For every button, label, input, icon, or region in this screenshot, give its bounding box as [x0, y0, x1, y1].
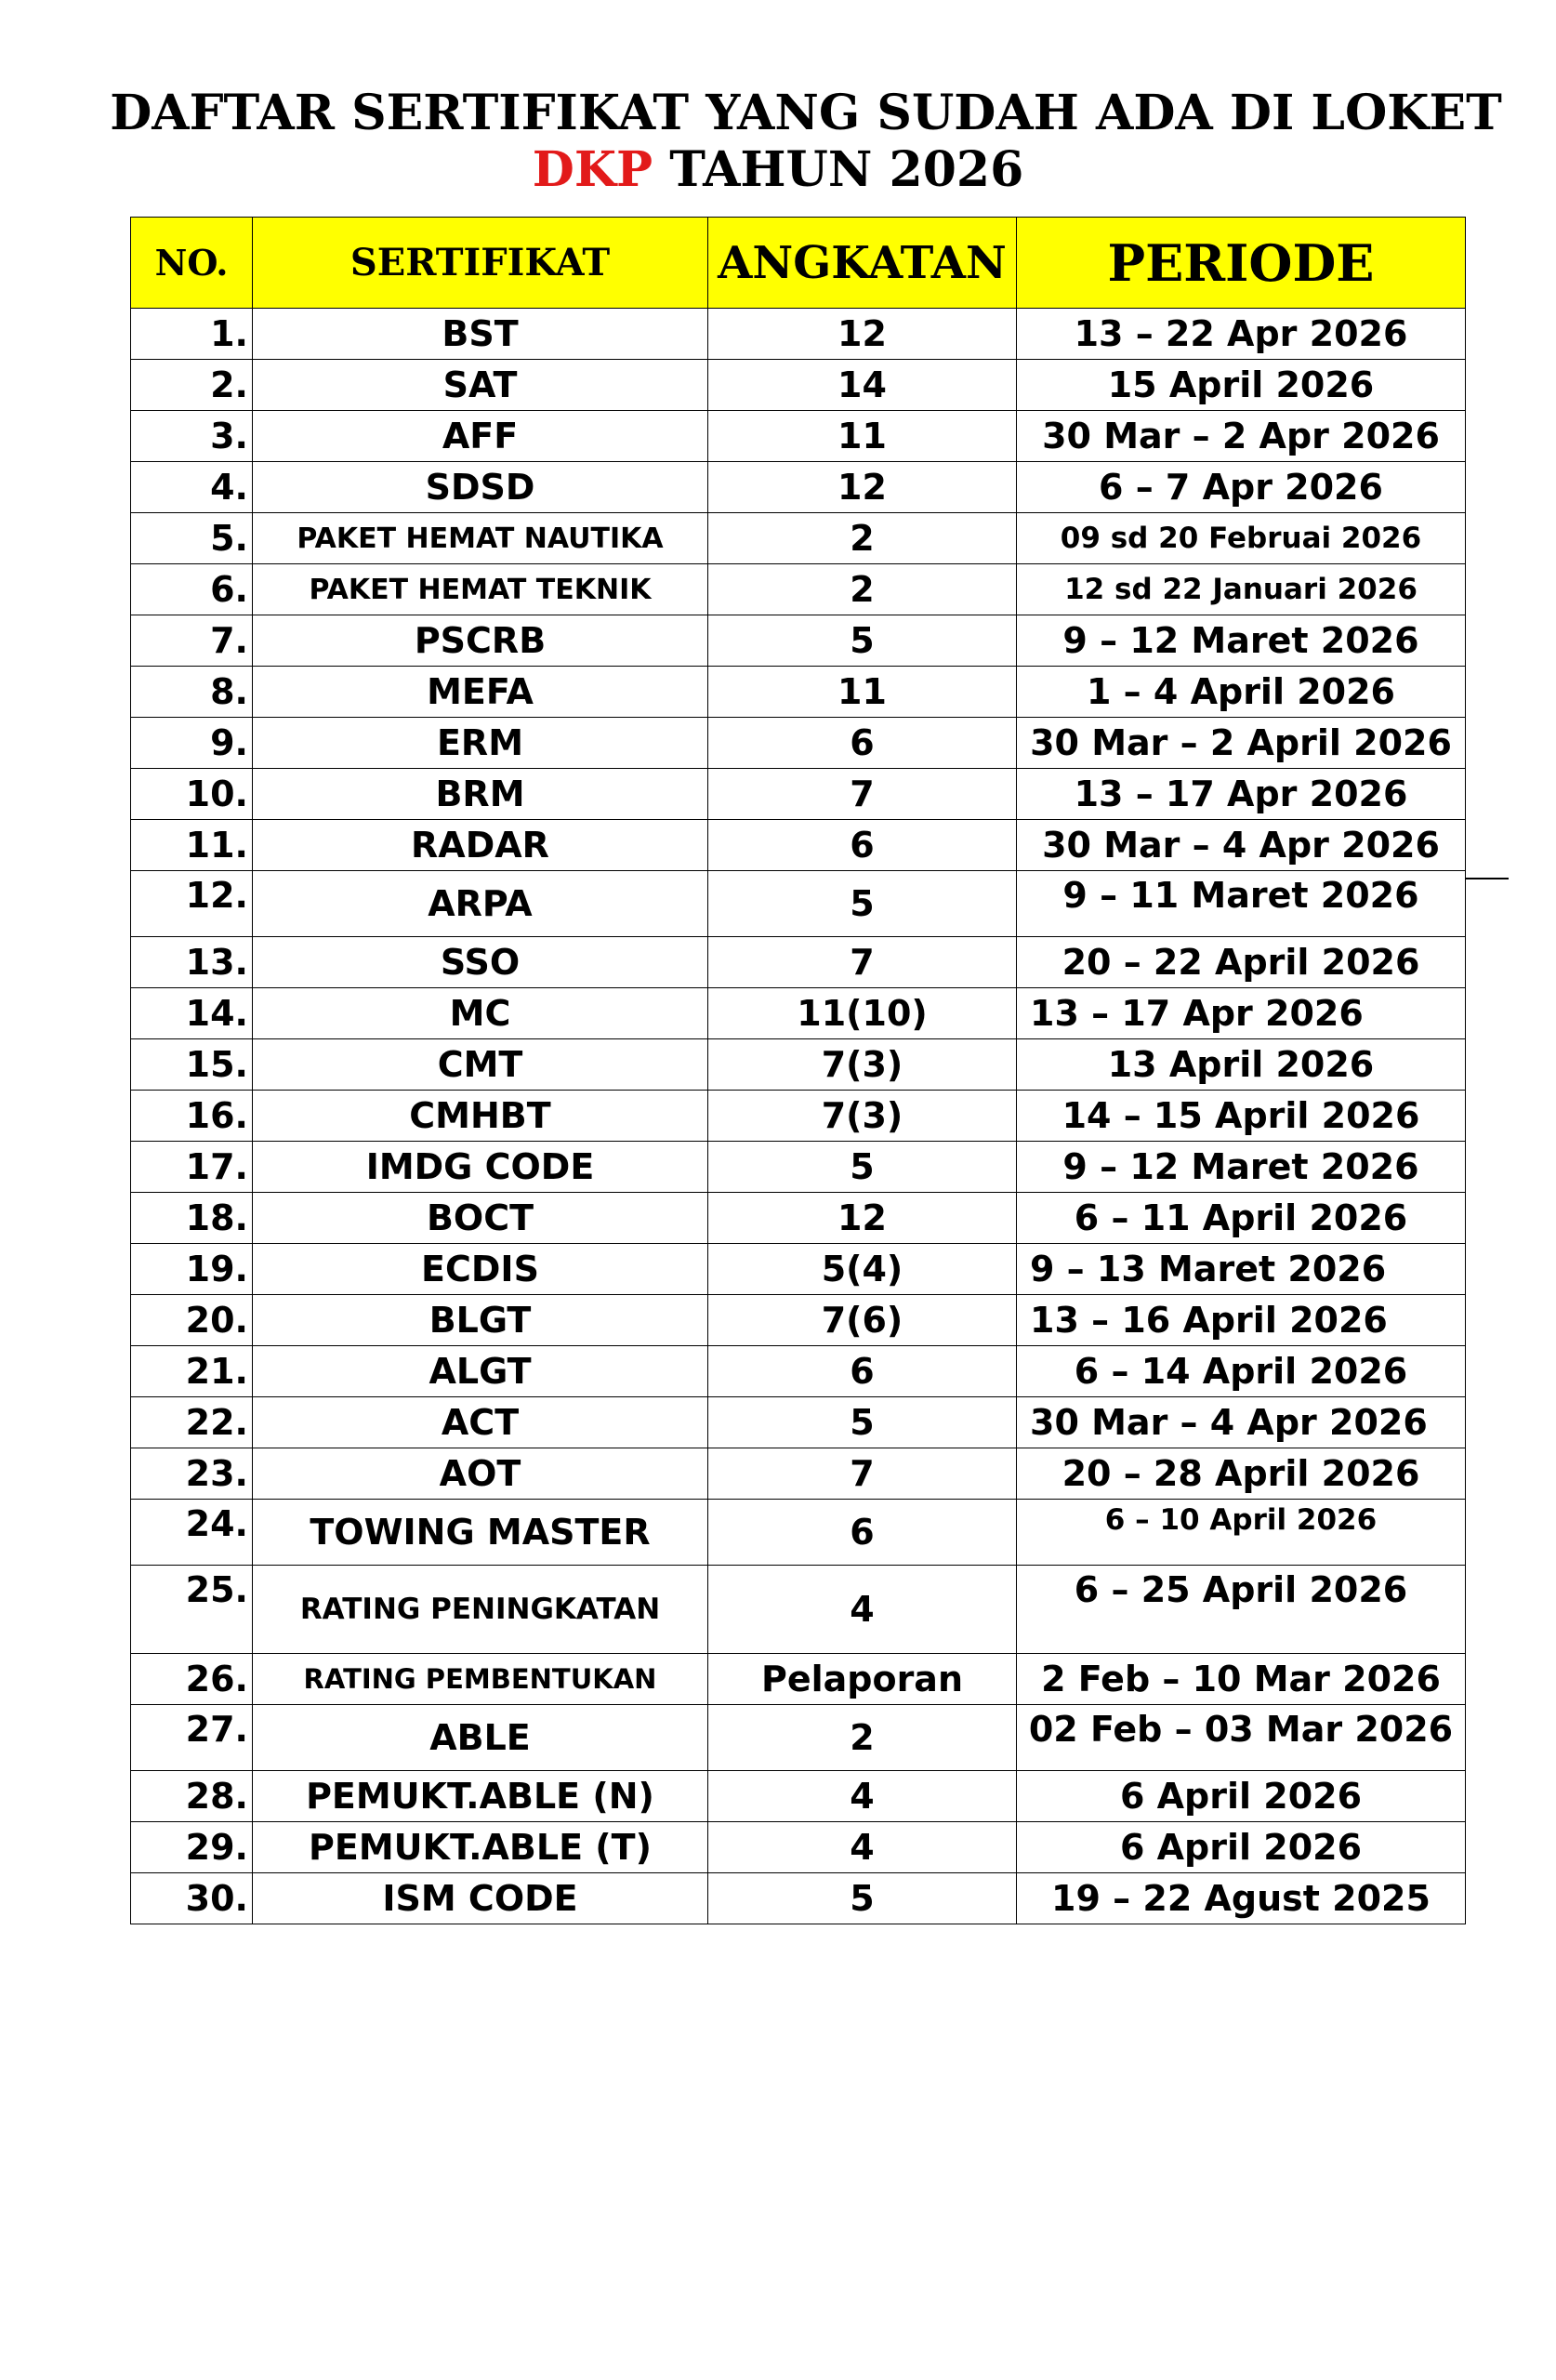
header-no: NO. [131, 218, 253, 309]
table-row [131, 1705, 1466, 1771]
cell-no: 11. [131, 820, 253, 871]
table-row [131, 718, 1466, 769]
cell-sertifikat: ACT [253, 1397, 708, 1448]
cell-angkatan: 6 [708, 820, 1017, 871]
cell-sertifikat: ERM [253, 718, 708, 769]
cell-angkatan: 6 [708, 718, 1017, 769]
cell-no: 3. [131, 411, 253, 462]
stray-rule-line [1465, 878, 1509, 879]
cell-periode: 6 – 7 Apr 2026 [1017, 462, 1466, 513]
cell-no: 19. [131, 1244, 253, 1295]
cell-sertifikat: BOCT [253, 1193, 708, 1244]
cell-angkatan: 11(10) [708, 988, 1017, 1039]
cell-angkatan: 2 [708, 564, 1017, 615]
cell-sertifikat: BLGT [253, 1295, 708, 1346]
cell-periode: 30 Mar – 4 Apr 2026 [1017, 820, 1466, 871]
table-row [131, 360, 1466, 411]
table-row [131, 1346, 1466, 1397]
cell-periode: 6 – 25 April 2026 [1017, 1566, 1466, 1654]
cell-no: 22. [131, 1397, 253, 1448]
table-row [131, 513, 1466, 564]
cell-sertifikat: TOWING MASTER [253, 1500, 708, 1566]
cell-periode: 30 Mar – 4 Apr 2026 [1017, 1397, 1466, 1448]
cell-no: 28. [131, 1771, 253, 1822]
cell-angkatan: 7(3) [708, 1039, 1017, 1091]
cell-no: 6. [131, 564, 253, 615]
cell-sertifikat: ABLE [253, 1705, 708, 1771]
cell-angkatan: 12 [708, 1193, 1017, 1244]
cell-angkatan: 7 [708, 1448, 1017, 1500]
cell-sertifikat: ALGT [253, 1346, 708, 1397]
table-row [131, 1193, 1466, 1244]
cell-no: 17. [131, 1142, 253, 1193]
cell-angkatan: 7 [708, 937, 1017, 988]
cell-periode: 13 – 16 April 2026 [1017, 1295, 1466, 1346]
cell-periode: 2 Feb – 10 Mar 2026 [1017, 1654, 1466, 1705]
table-row [131, 988, 1466, 1039]
cell-angkatan: 5 [708, 615, 1017, 667]
cell-sertifikat: MC [253, 988, 708, 1039]
cell-no: 15. [131, 1039, 253, 1091]
cell-angkatan: 7 [708, 769, 1017, 820]
cell-no: 9. [131, 718, 253, 769]
cell-angkatan: 5 [708, 871, 1017, 937]
cell-angkatan: 5 [708, 1397, 1017, 1448]
cell-periode: 09 sd 20 Februai 2026 [1017, 513, 1466, 564]
title-year: TAHUN 2026 [653, 141, 1024, 198]
table-row [131, 564, 1466, 615]
table-row [131, 1091, 1466, 1142]
cell-angkatan: Pelaporan [708, 1654, 1017, 1705]
cell-sertifikat: AOT [253, 1448, 708, 1500]
cell-angkatan: 11 [708, 667, 1017, 718]
cell-sertifikat: SAT [253, 360, 708, 411]
cell-sertifikat: PEMUKT.ABLE (N) [253, 1771, 708, 1822]
cell-no: 4. [131, 462, 253, 513]
table-row [131, 1771, 1466, 1822]
cell-sertifikat: BRM [253, 769, 708, 820]
cell-no: 8. [131, 667, 253, 718]
cell-no: 30. [131, 1873, 253, 1924]
cell-sertifikat: CMT [253, 1039, 708, 1091]
cell-angkatan: 4 [708, 1566, 1017, 1654]
cell-no: 5. [131, 513, 253, 564]
cell-periode: 12 sd 22 Januari 2026 [1017, 564, 1466, 615]
cell-sertifikat: MEFA [253, 667, 708, 718]
cell-no: 23. [131, 1448, 253, 1500]
cell-sertifikat: PSCRB [253, 615, 708, 667]
cell-no: 21. [131, 1346, 253, 1397]
cell-sertifikat: RATING PEMBENTUKAN [253, 1654, 708, 1705]
cell-periode: 9 – 12 Maret 2026 [1017, 615, 1466, 667]
header-periode: PERIODE [1017, 218, 1466, 309]
cell-no: 1. [131, 309, 253, 360]
table-row [131, 1448, 1466, 1500]
cell-angkatan: 2 [708, 513, 1017, 564]
cell-periode: 6 – 14 April 2026 [1017, 1346, 1466, 1397]
cell-periode: 9 – 13 Maret 2026 [1017, 1244, 1466, 1295]
cell-periode: 1 – 4 April 2026 [1017, 667, 1466, 718]
cell-periode: 20 – 22 April 2026 [1017, 937, 1466, 988]
table-row [131, 937, 1466, 988]
cell-periode: 30 Mar – 2 Apr 2026 [1017, 411, 1466, 462]
cell-periode: 9 – 11 Maret 2026 [1017, 871, 1466, 937]
cell-sertifikat: PAKET HEMAT NAUTIKA [253, 513, 708, 564]
cell-no: 13. [131, 937, 253, 988]
cell-sertifikat: ARPA [253, 871, 708, 937]
cell-periode: 6 – 11 April 2026 [1017, 1193, 1466, 1244]
header-angkatan: ANGKATAN [708, 218, 1017, 309]
table-row [131, 1873, 1466, 1924]
cell-no: 26. [131, 1654, 253, 1705]
cell-angkatan: 5 [708, 1142, 1017, 1193]
cell-no: 27. [131, 1705, 253, 1771]
cell-angkatan: 2 [708, 1705, 1017, 1771]
cell-no: 14. [131, 988, 253, 1039]
cell-no: 10. [131, 769, 253, 820]
table-row [131, 1039, 1466, 1091]
cell-angkatan: 4 [708, 1822, 1017, 1873]
cell-no: 20. [131, 1295, 253, 1346]
cell-angkatan: 14 [708, 360, 1017, 411]
table-row [131, 1566, 1466, 1654]
cell-periode: 13 – 17 Apr 2026 [1017, 988, 1466, 1039]
table-row [131, 411, 1466, 462]
cell-no: 12. [131, 871, 253, 937]
page-title-line1: DAFTAR SERTIFIKAT YANG SUDAH ADA DI LOKET [110, 85, 1502, 141]
cell-periode: 13 – 17 Apr 2026 [1017, 769, 1466, 820]
cell-no: 25. [131, 1566, 253, 1654]
cell-sertifikat: IMDG CODE [253, 1142, 708, 1193]
cell-sertifikat: AFF [253, 411, 708, 462]
cell-sertifikat: PAKET HEMAT TEKNIK [253, 564, 708, 615]
table-row [131, 462, 1466, 513]
cell-periode: 9 – 12 Maret 2026 [1017, 1142, 1466, 1193]
cell-sertifikat: RATING PENINGKATAN [253, 1566, 708, 1654]
table-row [131, 1822, 1466, 1873]
cell-periode: 6 April 2026 [1017, 1822, 1466, 1873]
table-row [131, 1397, 1466, 1448]
cell-angkatan: 6 [708, 1500, 1017, 1566]
table-row [131, 615, 1466, 667]
cell-angkatan: 4 [708, 1771, 1017, 1822]
cell-angkatan: 12 [708, 309, 1017, 360]
table-row [131, 1654, 1466, 1705]
table-header-row [131, 218, 1466, 309]
cell-no: 29. [131, 1822, 253, 1873]
header-sertifikat: SERTIFIKAT [253, 218, 708, 309]
cell-sertifikat: CMHBT [253, 1091, 708, 1142]
cell-angkatan: 5 [708, 1873, 1017, 1924]
cell-no: 16. [131, 1091, 253, 1142]
cell-sertifikat: BST [253, 309, 708, 360]
cell-periode: 15 April 2026 [1017, 360, 1466, 411]
cell-periode: 19 – 22 Agust 2025 [1017, 1873, 1466, 1924]
page-title-line2 [0, 141, 1556, 198]
cell-sertifikat: ISM CODE [253, 1873, 708, 1924]
table-row [131, 820, 1466, 871]
table-row [131, 769, 1466, 820]
cell-sertifikat: SSO [253, 937, 708, 988]
table-row [131, 667, 1466, 718]
cell-periode: 6 – 10 April 2026 [1017, 1500, 1466, 1566]
cell-angkatan: 5(4) [708, 1244, 1017, 1295]
cell-no: 18. [131, 1193, 253, 1244]
cell-periode: 13 April 2026 [1017, 1039, 1466, 1091]
cell-no: 7. [131, 615, 253, 667]
table-row [131, 1500, 1466, 1566]
table-row [131, 871, 1466, 937]
title-dkp-red: DKP [532, 141, 653, 198]
certificate-table [130, 217, 1466, 1924]
cell-angkatan: 11 [708, 411, 1017, 462]
cell-periode: 13 – 22 Apr 2026 [1017, 309, 1466, 360]
cell-periode: 02 Feb – 03 Mar 2026 [1017, 1705, 1466, 1771]
cell-periode: 14 – 15 April 2026 [1017, 1091, 1466, 1142]
cell-angkatan: 6 [708, 1346, 1017, 1397]
cell-no: 24. [131, 1500, 253, 1566]
table-row [131, 1295, 1466, 1346]
cell-sertifikat: SDSD [253, 462, 708, 513]
cell-sertifikat: RADAR [253, 820, 708, 871]
table-row [131, 1244, 1466, 1295]
cell-sertifikat: PEMUKT.ABLE (T) [253, 1822, 708, 1873]
table-row [131, 1142, 1466, 1193]
cell-periode: 20 – 28 April 2026 [1017, 1448, 1466, 1500]
cell-sertifikat: ECDIS [253, 1244, 708, 1295]
table-row [131, 309, 1466, 360]
cell-angkatan: 12 [708, 462, 1017, 513]
cell-angkatan: 7(6) [708, 1295, 1017, 1346]
cell-angkatan: 7(3) [708, 1091, 1017, 1142]
cell-periode: 6 April 2026 [1017, 1771, 1466, 1822]
cell-periode: 30 Mar – 2 April 2026 [1017, 718, 1466, 769]
cell-no: 2. [131, 360, 253, 411]
